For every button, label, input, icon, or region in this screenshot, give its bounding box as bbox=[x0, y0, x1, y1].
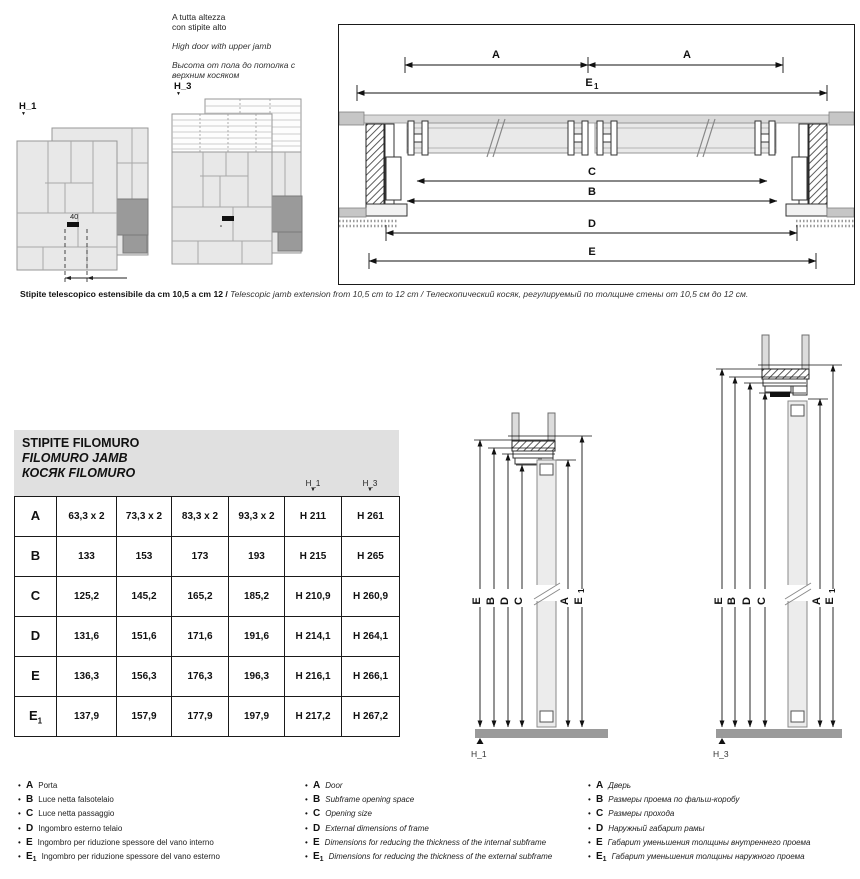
table-cell: 193 bbox=[229, 537, 285, 577]
legend-item: • D Наружный габарит рамы bbox=[588, 822, 705, 834]
table-cell: H 210,9 bbox=[285, 577, 342, 617]
bullet-icon: • bbox=[305, 795, 308, 805]
dim-d-label: D bbox=[741, 597, 753, 605]
table-cell: 145,2 bbox=[117, 577, 172, 617]
table-row bbox=[15, 577, 400, 617]
table-title-en: FILOMURO JAMB bbox=[22, 451, 128, 465]
caption-ru: Телескопический косяк, регулируемый по толщине стены от 10,5 см до 12 см. bbox=[425, 289, 749, 299]
table-cell: H 211 bbox=[285, 497, 342, 537]
legend-column-ru bbox=[588, 780, 854, 865]
bullet-icon: • bbox=[18, 837, 21, 847]
table-row bbox=[15, 617, 400, 657]
dim-b-label: B bbox=[726, 597, 738, 605]
note-it-line1: A tutta altezza bbox=[172, 12, 226, 22]
column-header-h1: H_1 ▼ bbox=[293, 479, 333, 493]
legend-item: • D Ingombro esterno telaio bbox=[18, 822, 123, 834]
row-label: B bbox=[15, 537, 57, 577]
dim-e1-label: E bbox=[585, 77, 593, 89]
table-cell: 173 bbox=[172, 537, 229, 577]
legend bbox=[18, 780, 854, 865]
bullet-icon: • bbox=[18, 809, 21, 819]
elevation-h3-drawing bbox=[170, 98, 315, 290]
column-header-h3: H_3 ▼ bbox=[350, 479, 390, 493]
legend-item: • E 1 Габарит уменьшения толщины наружного проема bbox=[588, 850, 805, 863]
bullet-icon: • bbox=[305, 809, 308, 819]
table-cell: 157,9 bbox=[117, 697, 172, 737]
dim-c-label: C bbox=[513, 597, 525, 605]
left-jamb-hatch bbox=[366, 124, 384, 204]
legend-item: • A Дверь bbox=[588, 780, 631, 791]
bullet-icon: • bbox=[18, 851, 21, 861]
dim-e1-sub: 1 bbox=[594, 82, 599, 91]
table-cell: H 261 bbox=[342, 497, 400, 537]
dimension-table bbox=[14, 496, 400, 737]
legend-item: • E Габарит уменьшения толщины внутреннего проема bbox=[588, 836, 811, 848]
table-cell: H 260,9 bbox=[342, 577, 400, 617]
bullet-icon: • bbox=[18, 795, 21, 805]
row-label: E bbox=[15, 657, 57, 697]
door-panels bbox=[407, 123, 776, 153]
dim-e1-label: E bbox=[824, 597, 836, 605]
table-cell: 197,9 bbox=[229, 697, 285, 737]
bullet-icon: • bbox=[305, 781, 308, 790]
dim-e1-sub: 1 bbox=[577, 588, 586, 593]
legend-item: • E Dimensions for reducing the thickness of the internal subframe bbox=[305, 836, 547, 848]
table-cell: 131,6 bbox=[57, 617, 117, 657]
table-cell: H 266,1 bbox=[342, 657, 400, 697]
legend-item: • E Ingombro per riduzione spessore del vano interno bbox=[18, 836, 214, 848]
bullet-icon: • bbox=[588, 809, 591, 819]
dim-a-label: A bbox=[559, 597, 571, 605]
dark-block bbox=[278, 232, 302, 251]
bullet-icon: • bbox=[588, 837, 591, 847]
legend-item: • A Door bbox=[305, 780, 343, 791]
vertical-section-h3 bbox=[658, 333, 860, 768]
dim-a2-label: A bbox=[683, 49, 691, 61]
plan-section-frame bbox=[338, 24, 855, 285]
spec-table-header bbox=[14, 430, 399, 496]
handle-mark bbox=[67, 222, 79, 227]
dark-block bbox=[270, 196, 302, 232]
dim-e1-sub: 1 bbox=[828, 588, 837, 593]
bullet-icon: • bbox=[588, 851, 591, 861]
section-cut-icon: ▼ bbox=[310, 487, 316, 493]
bullet-icon: • bbox=[588, 781, 591, 790]
head-jamb-hatch bbox=[762, 369, 809, 379]
caption-en: Telescopic jamb extension from 10,5 cm to 12 cm / bbox=[230, 289, 426, 299]
note-en: High door with upper jamb bbox=[172, 41, 272, 51]
table-cell: 137,9 bbox=[57, 697, 117, 737]
legend-item: • C Luce netta passaggio bbox=[18, 808, 115, 820]
floor-strip bbox=[475, 729, 608, 738]
legend-item: • B Luce netta falsotelaio bbox=[18, 794, 114, 806]
table-cell: H 267,2 bbox=[342, 697, 400, 737]
legend-item: • B Размеры проема по фальш-коробу bbox=[588, 794, 740, 806]
dim-e1-label: E bbox=[573, 597, 585, 605]
legend-item: • D External dimensions of frame bbox=[305, 822, 429, 834]
legend-column-en bbox=[305, 780, 588, 865]
section-cut-icon: ▼ bbox=[367, 487, 373, 493]
legend-item: • C Opening size bbox=[305, 808, 372, 820]
table-cell: 171,6 bbox=[172, 617, 229, 657]
row-label: C bbox=[15, 577, 57, 617]
row-label: $E_1$ bbox=[15, 697, 57, 737]
bullet-icon: • bbox=[18, 823, 21, 833]
bullet-icon: • bbox=[588, 795, 591, 805]
bullet-icon: • bbox=[18, 781, 21, 790]
table-cell: 63,3 x 2 bbox=[57, 497, 117, 537]
dim-e-label: E bbox=[713, 597, 725, 605]
bullet-icon: • bbox=[305, 837, 308, 847]
dim-c-label: C bbox=[756, 597, 768, 605]
table-title-ru: КОСЯК FILOMURO bbox=[22, 466, 136, 480]
table-cell: 196,3 bbox=[229, 657, 285, 697]
elevation-h1 bbox=[15, 101, 173, 291]
table-cell: 176,3 bbox=[172, 657, 229, 697]
dim-d-label: D bbox=[499, 597, 511, 605]
row-label: D bbox=[15, 617, 57, 657]
table-title-it: STIPITE FILOMURO bbox=[22, 436, 140, 450]
table-cell: 191,6 bbox=[229, 617, 285, 657]
plan-section-drawing bbox=[339, 25, 854, 284]
table-cell: 83,3 x 2 bbox=[172, 497, 229, 537]
table-cell: 93,3 x 2 bbox=[229, 497, 285, 537]
table-cell: 133 bbox=[57, 537, 117, 577]
elevation-h3-label: H_3 ▼ bbox=[174, 81, 192, 97]
section-h3-label: H_3 bbox=[713, 749, 729, 759]
section-h1-label: H_1 bbox=[471, 749, 487, 759]
note-ru-line2: верхним косяком bbox=[172, 70, 240, 80]
head-jamb-hatch bbox=[512, 441, 555, 451]
table-cell: H 264,1 bbox=[342, 617, 400, 657]
dim-e-label: E bbox=[588, 246, 596, 258]
table-cell: H 217,2 bbox=[285, 697, 342, 737]
table-cell: H 265 bbox=[342, 537, 400, 577]
note-it-line2: con stipite alto bbox=[172, 22, 227, 32]
dim-40-label: 40 bbox=[70, 212, 79, 221]
table-row bbox=[15, 697, 400, 737]
table-cell: 165,2 bbox=[172, 577, 229, 617]
table-cell: 156,3 bbox=[117, 657, 172, 697]
elevation-h1-drawing bbox=[15, 118, 165, 290]
note-ru-line1: Высота от пола до потолка с bbox=[172, 60, 296, 70]
legend-item: • A Porta bbox=[18, 780, 58, 791]
legend-column-it bbox=[18, 780, 305, 865]
bullet-icon: • bbox=[588, 823, 591, 833]
handle-mark bbox=[222, 216, 234, 221]
dim-b-label: B bbox=[485, 597, 497, 605]
legend-item: • E 1 Dimensions for reducing the thickness of the external subframe bbox=[305, 850, 553, 863]
vertical-section-h1 bbox=[450, 333, 665, 768]
dim-a-label: A bbox=[811, 597, 823, 605]
table-cell: H 215 bbox=[285, 537, 342, 577]
right-jamb-hatch bbox=[809, 124, 827, 204]
dim-d-label: D bbox=[588, 218, 596, 230]
dim-c-label: C bbox=[588, 166, 596, 178]
table-cell: H 214,1 bbox=[285, 617, 342, 657]
table-cell: 153 bbox=[117, 537, 172, 577]
table-cell: H 216,1 bbox=[285, 657, 342, 697]
legend-item: • C Размеры прохода bbox=[588, 808, 675, 820]
table-row bbox=[15, 497, 400, 537]
section-cut-icon: ▼ bbox=[176, 91, 181, 97]
table-cell: 151,6 bbox=[117, 617, 172, 657]
table-cell: 136,3 bbox=[57, 657, 117, 697]
dark-block bbox=[123, 235, 147, 253]
legend-item: • E 1 Ingombro per riduzione spessore del vano esterno bbox=[18, 850, 220, 863]
section-cut-icon: ▼ bbox=[21, 111, 26, 117]
bullet-icon: • bbox=[305, 823, 308, 833]
floor-strip bbox=[716, 729, 842, 738]
bullet-icon: • bbox=[305, 851, 308, 861]
dark-block bbox=[115, 199, 148, 235]
elevation-h3 bbox=[170, 81, 318, 291]
spec-table bbox=[14, 430, 399, 737]
elevation-h1-label: H_1 ▼ bbox=[19, 101, 37, 117]
section-cut-icon bbox=[719, 738, 726, 744]
door-panel bbox=[788, 401, 807, 727]
table-cell: 185,2 bbox=[229, 577, 285, 617]
top-note bbox=[172, 12, 295, 80]
legend-item: • B Subframe opening space bbox=[305, 794, 415, 806]
table-row bbox=[15, 657, 400, 697]
table-cell: 125,2 bbox=[57, 577, 117, 617]
caption-it: Stipite telescopico estensibile da cm 10,5 a cm 12 / bbox=[20, 289, 231, 299]
dim-e-label: E bbox=[471, 597, 483, 605]
table-cell: 73,3 x 2 bbox=[117, 497, 172, 537]
section-cut-icon bbox=[477, 738, 484, 744]
row-label: A bbox=[15, 497, 57, 537]
dim-a-label: A bbox=[492, 49, 500, 61]
table-cell: 177,9 bbox=[172, 697, 229, 737]
table-row bbox=[15, 537, 400, 577]
dim-b-label: B bbox=[588, 186, 596, 198]
dim-a bbox=[405, 57, 783, 73]
caption-bar bbox=[20, 289, 855, 299]
